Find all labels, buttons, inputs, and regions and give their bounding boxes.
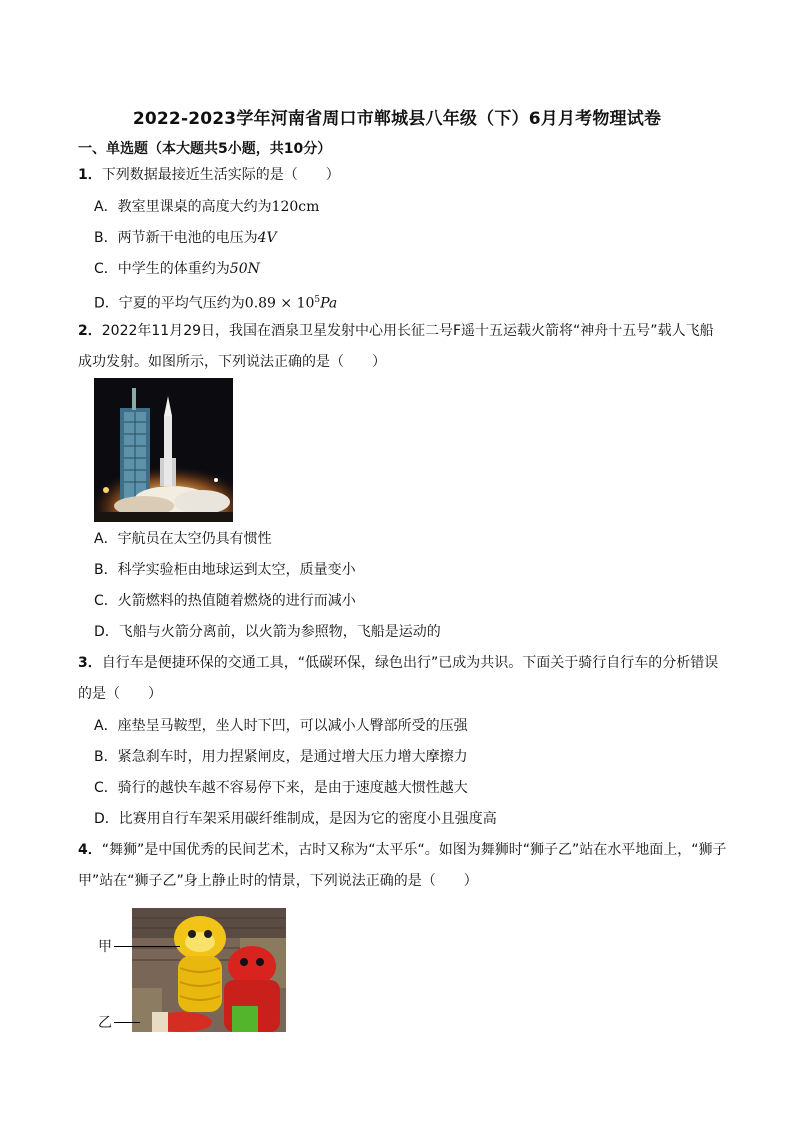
q2-option-d: D．飞船与火箭分离前，以火箭为参照物，飞船是运动的	[94, 624, 441, 640]
leader-line-yi	[114, 1022, 140, 1023]
lion-dance-image	[132, 908, 286, 1032]
question-1-stem	[78, 165, 340, 185]
question-2-stem-line2: 成功发射。如图所示，下列说法正确的是（ ）	[78, 354, 386, 370]
q2-option-a: A．宇航员在太空仍具有惯性	[94, 531, 272, 547]
q3-option-d: D．比赛用自行车架采用碳纤维制成，是因为它的密度小且强度高	[94, 811, 497, 827]
q1-option-d: D．宁夏的平均气压约为$0.89 \times 10^5Pa$	[94, 295, 338, 312]
label-jia: 甲	[98, 939, 112, 955]
question-number: 2．	[78, 323, 102, 339]
q3-option-b: B．紧急刹车时，用力捏紧闸皮，是通过增大压力增大摩擦力	[94, 749, 468, 765]
question-4-stem-line1: 4．“舞狮”是中国优秀的民间艺术，古时又称为“太平乐“。如图为舞狮时“狮子乙”站在水平地面上，“狮子	[78, 842, 727, 858]
q2-option-b: B．科学实验柜由地球运到太空，质量变小	[94, 562, 356, 578]
q2-option-c: C．火箭燃料的热值随着燃烧的进行而减小	[94, 593, 356, 609]
q3-option-a: A．座垫呈马鞍型，坐人时下凹，可以减小人臀部所受的压强	[94, 718, 468, 734]
q1-option-c: C．中学生的体重约为50N	[94, 261, 260, 277]
question-number: 3．	[78, 655, 102, 671]
page-title: 2022-2023学年河南省周口市郸城县八年级（下）6月月考物理试卷	[132, 109, 662, 129]
section-heading: 一、单选题（本大题共5小题，共10分）	[78, 141, 332, 157]
question-4-stem-line2: 甲”站在“狮子乙”身上静止时的情景，下列说法正确的是（ ）	[78, 873, 478, 889]
question-3-stem-line2: 的是（ ）	[78, 686, 162, 702]
label-yi: 乙	[98, 1015, 112, 1031]
question-3-stem-line1: 3．自行车是便捷环保的交通工具，“低碳环保，绿色出行”已成为共识。下面关于骑行自行车的分析错误	[78, 655, 719, 671]
q1-option-a: A．教室里课桌的高度大约为120cm	[94, 199, 320, 215]
q1-option-b: B．两节新干电池的电压为4V	[94, 230, 277, 246]
question-number: 1．	[78, 167, 102, 183]
q3-option-c: C．骑行的越快车越不容易停下来，是由于速度越大惯性越大	[94, 780, 468, 796]
rocket-launch-image	[94, 378, 233, 522]
question-text: 下列数据最接近生活实际的是（ ）	[101, 167, 340, 183]
leader-line-jia	[114, 946, 180, 947]
question-2-stem-line1: 2．2022年11月29日，我国在酒泉卫星发射中心用长征二号F遥十五运载火箭将“神舟十五号”载人飞船	[78, 323, 714, 339]
question-number: 4．	[78, 842, 102, 858]
